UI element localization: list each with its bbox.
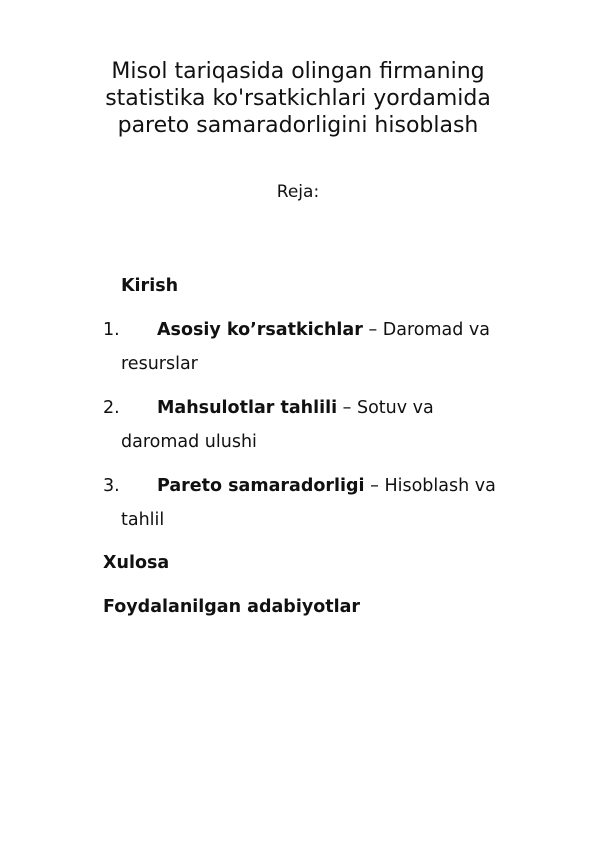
toc-item-continuation: tahlil <box>121 510 165 530</box>
title-line: statistika ko'rsatkichlari yordamida <box>105 86 491 111</box>
toc-item-number: 3. <box>103 476 120 496</box>
toc-item-continuation: resurslar <box>121 354 198 374</box>
toc-item-2 <box>157 397 434 419</box>
toc-item-description: – Daromad va <box>362 320 490 340</box>
toc-item-continuation: daromad ulushi <box>121 432 257 452</box>
toc-item-description: – Hisoblash va <box>364 476 496 496</box>
toc-intro: Kirish <box>121 276 179 296</box>
toc-references: Foydalanilgan adabiyotlar <box>103 597 361 617</box>
toc-item-number: 1. <box>103 320 120 340</box>
document-title <box>60 58 536 139</box>
toc-item-description: – Sotuv va <box>337 398 434 418</box>
toc-item-heading: Pareto samaradorligi <box>157 476 365 496</box>
title-line: Misol tariqasida olingan firmaning <box>111 59 485 84</box>
toc-item-1 <box>157 319 490 341</box>
toc-item-3 <box>157 475 496 497</box>
toc-conclusion: Xulosa <box>103 553 170 573</box>
toc-item-heading: Asosiy ko’rsatkichlar <box>157 320 363 340</box>
toc-item-heading: Mahsulotlar tahlili <box>157 398 338 418</box>
toc-item-number: 2. <box>103 398 120 418</box>
plan-heading: Reja: <box>276 182 320 202</box>
title-line: pareto samaradorligini hisoblash <box>117 113 479 138</box>
